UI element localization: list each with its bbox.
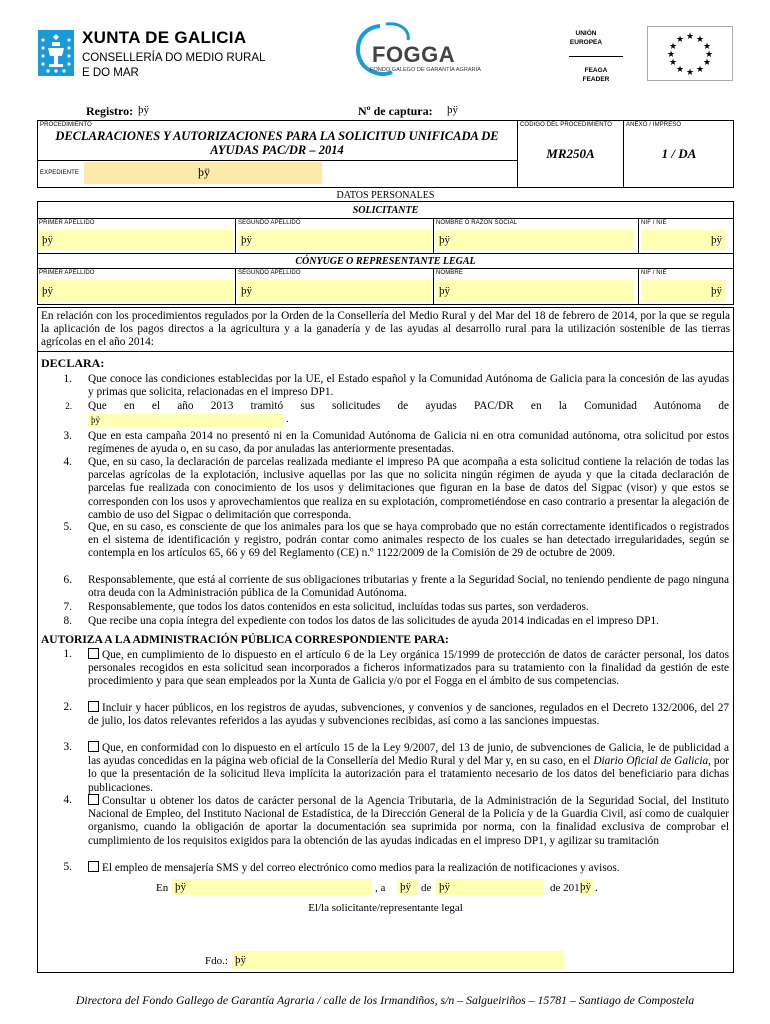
autoriza-3-label-a: Que, en conformidad con lo dispuesto en el artículo 15 de la Ley 9/2007, del 13 de junio, de subvenciones de Galicia, le de publicidad a las ayudas concedidas en la página web oficial de la Consellería del Medio Rural y del Mar y, en su caso, en el xyxy=(88,742,729,768)
firma-en-label: En xyxy=(156,882,169,894)
con-nombre-label: NOMBRE xyxy=(436,270,463,276)
autoriza-5-text xyxy=(88,861,729,875)
declara-2-text: Que en el año 2013 tramitó sus solicitudes de ayudas PAC/DR en la Comunidad Autónoma de xyxy=(88,400,729,412)
fdo-label: Fdo.: xyxy=(205,955,228,967)
form-title-2: AYUDAS PAC/DR – 2014 xyxy=(210,143,344,157)
svg-text:★: ★ xyxy=(685,68,695,78)
codigo-label: CÓDIGO DEL PROCEDIMIENTO xyxy=(520,122,613,128)
autoriza-2-text xyxy=(88,701,729,728)
procedimiento-label: PROCEDIMIENTO xyxy=(40,122,92,128)
firma-anio-field[interactable]: þÿ xyxy=(580,879,594,895)
autoriza-1-label: Que, en cumplimiento de lo dispuesto en el artículo 6 de la Ley orgánica 15/1999 de protección de datos de carácter personal, los datos personales recogidos en esta solicitud sean incorporados a ficheros informatizados para su tratamiento con la finalidad da gestión de este procedimiento y para que sean empleados por la Xunta de Galicia y/o por el Fogga en el ámbito de sus competencias. xyxy=(88,649,729,688)
fogga-wordmark: FOGGA xyxy=(372,42,456,67)
autoriza-2-num: 2. xyxy=(63,701,72,713)
declara-2-value: þÿ xyxy=(91,415,100,425)
firma-lugar-field[interactable]: þÿ xyxy=(172,879,372,895)
autoriza-5-label: El empleo de mensajería SMS y del correo electrónico como medios para la realización de notificaciones y avisos. xyxy=(102,862,620,874)
feaga-label: FEAGA xyxy=(584,67,608,74)
sol-nombre-label: NOMBRE O RAZÓN SOCIAL xyxy=(436,220,518,226)
svg-text:★: ★ xyxy=(675,65,685,75)
firma-a-label: , a xyxy=(375,882,386,894)
svg-text:★: ★ xyxy=(685,32,695,42)
codigo-value: MR250A xyxy=(546,146,595,161)
dept-line1: CONSELLERÍA DO MEDIO RURAL xyxy=(82,52,266,64)
con-primer-apellido-input[interactable]: þÿ xyxy=(38,280,233,302)
declara-5-text: Que, en su caso, es consciente de que los animales para los que se haya comprobado que no están correctamente identificados o registrados en el sistema de identificación y registro, podrán contar como animales respecto de los cuales se han detectado irregularidades, según se contempla en los artículos 65, 66 y 69 del Reglamento (CE) n.º 1122/2009 de la Comisión de 29 de octubre de 2009. xyxy=(88,521,729,560)
form-title-1: DECLARACIONES Y AUTORIZACIONES PARA LA SOLICITUD UNIFICADA DE xyxy=(55,129,499,143)
autoriza-2-label: Incluir y hacer públicos, en los registros de ayudas, subvenciones, y convenios y de sanciones, regulados en el Decreto 132/2006, del 27 de julio, los datos relevantes referidos a las ayudas y subvenciones recibidas, así como a las sanciones impuestas. xyxy=(88,702,729,728)
svg-text:★: ★ xyxy=(675,35,685,45)
svg-text:★: ★ xyxy=(668,42,678,52)
sol-segundo-apellido-input[interactable]: þÿ xyxy=(237,230,431,250)
svg-text:★: ★ xyxy=(704,50,714,60)
con-segundo-apellido-input[interactable]: þÿ xyxy=(237,280,431,302)
datos-personales-title: DATOS PERSONALES xyxy=(336,190,435,201)
anexo-label: ANEXO / IMPRESO xyxy=(626,122,682,128)
ue-label-1: UNIÓN xyxy=(575,30,597,37)
declara-1-text: Que conoce las condiciones establecidas por la UE, el Estado español y la Comunidad Autónoma de Galicia para la concesión de las ayudas y primas que solicita, relacionadas en el impreso DP1. xyxy=(88,373,729,399)
sol-segundo-apellido-label: SEGUNDO APELLIDO xyxy=(238,220,301,226)
autoriza-4-num: 4. xyxy=(63,794,72,806)
declara-3-text: Que en esta campaña 2014 no presentó ni en la Comunidad Autónoma de Galicia ni en otra comunidad autónoma, otra solicitud por estos regímenes de ayuda o, en su caso, da por anuladas las anteriormente presentadas. xyxy=(88,430,729,456)
svg-text:★: ★ xyxy=(695,35,705,45)
svg-text:★: ★ xyxy=(702,58,712,68)
ue-divider xyxy=(569,56,623,57)
declara-8-text: Que recibe una copia íntegra del expediente con todos los datos de las solicitudes de ayuda 2014 indicadas en el impreso DP1. xyxy=(88,615,659,627)
con-primer-apellido-label: PRIMER APELLIDO xyxy=(39,270,95,276)
sol-nif-label: NIF / NIE xyxy=(641,220,667,226)
sol-nif-input[interactable]: þÿ xyxy=(642,230,726,250)
firma-mes-field[interactable]: þÿ xyxy=(436,879,544,895)
autoriza-1-num: 1. xyxy=(63,648,72,660)
ue-label-2: EUROPEA xyxy=(569,39,603,46)
firma-anio-end: . xyxy=(595,882,598,894)
eu-flag xyxy=(647,26,733,81)
intro-paragraph: En relación con los procedimientos regulados por la Orden de la Consellería del Medio Rural y del Mar del 18 de febrero de 2014, por la que se regula la aplicación de los pagos directos a la agricultura y a la ganadería y de las ayudas al desarrollo rural para la utilización sostenible de las tierras agrícolas en el año 2014: xyxy=(41,310,730,349)
declara-5-num: 5. xyxy=(63,521,72,533)
firmante-label: El/la solicitante/representante legal xyxy=(308,902,463,914)
sol-primer-apellido-label: PRIMER APELLIDO xyxy=(39,220,95,226)
declara-6-text: Responsablemente, que está al corriente de sus obligaciones tributarias y frente a la Seguridad Social, no teniendo pendiente de pago ninguna otra deuda con la Administración pública de la Comunidad Autónoma. xyxy=(88,574,729,600)
anexo-value: 1 / DA xyxy=(661,146,697,161)
registro-label: Registro: xyxy=(86,104,134,118)
fdo-field[interactable]: þÿ xyxy=(232,951,564,969)
autoriza-4-label: Consultar u obtener los datos de carácter personal de la Agencia Tributaria, de la Administración de la Seguridad Social, del Instituto Nacional de Empleo, del Instituto Nacional de Estadística, de la Dirección General de la Policía y de la Guardia Civil, así como de cualquier organismo, cuando la obligación de aportar la documentación sea suprimida por norma, con la finalidad exclusiva de comprobar el cumplimiento de los requisitos exigidos para la obtención de las ayudas indicadas en el impreso DP1, y agilizar su tramitación xyxy=(88,795,729,847)
org-name: XUNTA DE GALICIA xyxy=(82,28,247,47)
feader-label: FEADER xyxy=(582,76,610,83)
fogga-subtitle: FONDO GALEGO DE GARANTÍA AGRARIA xyxy=(370,67,481,73)
expediente-value: þÿ xyxy=(198,165,210,179)
autoriza-1-checkbox[interactable] xyxy=(88,648,99,659)
declara-3-num: 3. xyxy=(63,430,72,442)
declara-6-num: 6. xyxy=(63,574,72,586)
autoriza-2-checkbox[interactable] xyxy=(88,701,99,712)
con-nif-label: NIF / NIE xyxy=(641,270,667,276)
declara-7-num: 7. xyxy=(63,601,72,613)
svg-text:★: ★ xyxy=(702,42,712,52)
solicitante-title: SOLICITANTE xyxy=(352,205,419,216)
firma-de-label-1: de xyxy=(421,882,432,894)
expediente-label: EXPEDIENTE xyxy=(40,170,80,176)
autoriza-4-text xyxy=(88,794,729,848)
svg-text:★: ★ xyxy=(666,50,676,60)
autoriza-3-text xyxy=(88,741,729,795)
declara-title: DECLARA: xyxy=(41,356,105,370)
autoriza-4-checkbox[interactable] xyxy=(88,794,99,805)
svg-text:★: ★ xyxy=(668,58,678,68)
sol-primer-apellido-input[interactable]: þÿ xyxy=(38,230,233,250)
autoriza-3-label-b: , por lo que la presentación de la solicitud lleva implícita la autorización para el tratamiento necesario de los datos del beneficiario para dichas publicaciones. xyxy=(88,755,729,794)
firma-anio-label: de 201 xyxy=(550,882,580,894)
registro-value[interactable]: þÿ xyxy=(138,104,149,116)
autoriza-1-text xyxy=(88,648,729,689)
declara-8-num: 8. xyxy=(63,615,72,627)
eu-stars-icon xyxy=(648,27,732,80)
con-segundo-apellido-label: SEGUNDO APELLIDO xyxy=(238,270,301,276)
declara-2-field[interactable] xyxy=(88,414,284,427)
svg-text:★: ★ xyxy=(695,65,705,75)
footer-address: Directora del Fondo Gallego de Garantía Agraria / calle de los Irmandiños, s/n – Salgueiriños – 15781 – Santiago de Compostela xyxy=(75,993,695,1007)
declara-2-end: . xyxy=(286,413,289,425)
declara-7-text: Responsablemente, que todos los datos contenidos en esta solicitud, incluídas todas sus partes, son verdaderos. xyxy=(88,601,589,613)
con-nif-input[interactable]: þÿ xyxy=(642,280,726,302)
autoriza-5-num: 5. xyxy=(63,861,72,873)
declara-4-num: 4. xyxy=(63,456,72,468)
conyuge-title: CÓNYUGE O REPRESENTANTE LEGAL xyxy=(295,256,476,267)
sol-nombre-input[interactable]: þÿ xyxy=(435,230,633,250)
xunta-logo xyxy=(38,30,74,76)
autoriza-3-label-italic: Diario Oficial de Galicia xyxy=(593,755,709,768)
dept-line2: E DO MAR xyxy=(82,67,139,79)
autoriza-3-num: 3. xyxy=(63,741,72,753)
declara-2-num: 2. xyxy=(65,401,72,411)
declara-1-num: 1. xyxy=(63,373,72,385)
captura-label: Nº de captura: xyxy=(358,104,433,118)
autoriza-5-checkbox[interactable] xyxy=(88,861,99,872)
expediente-field[interactable] xyxy=(84,162,322,184)
xunta-shield-icon xyxy=(38,30,74,76)
autoriza-title: AUTORIZA A LA ADMINISTRACIÓN PÚBLICA CORRESPONDIENTE PARA: xyxy=(41,634,449,646)
firma-dia-field[interactable]: þÿ xyxy=(397,879,417,895)
con-nombre-input[interactable]: þÿ xyxy=(435,280,633,302)
declara-4-text: Que, en su caso, la declaración de parcelas realizada mediante el impreso PA que acompaña a esta solicitud contiene la relación de todas las parcelas agrícolas de la explotación, inclusive aquellas por las que no solicita ningún régimen de ayuda y que la citada declaración de parcelas fue realizada con conocimiento de los usos y delimitaciones que figuran en la base de datos del Sigpac (visor) y que estos se corresponden con los usos y aprovechamientos que realiza en su explotación, comprometiéndose en caso contrario a presentar la alegación de cambio de uso del Sigpac o delimitación que corresponda. xyxy=(88,456,729,521)
captura-value[interactable]: þÿ xyxy=(447,104,458,116)
autoriza-3-checkbox[interactable] xyxy=(88,741,99,752)
